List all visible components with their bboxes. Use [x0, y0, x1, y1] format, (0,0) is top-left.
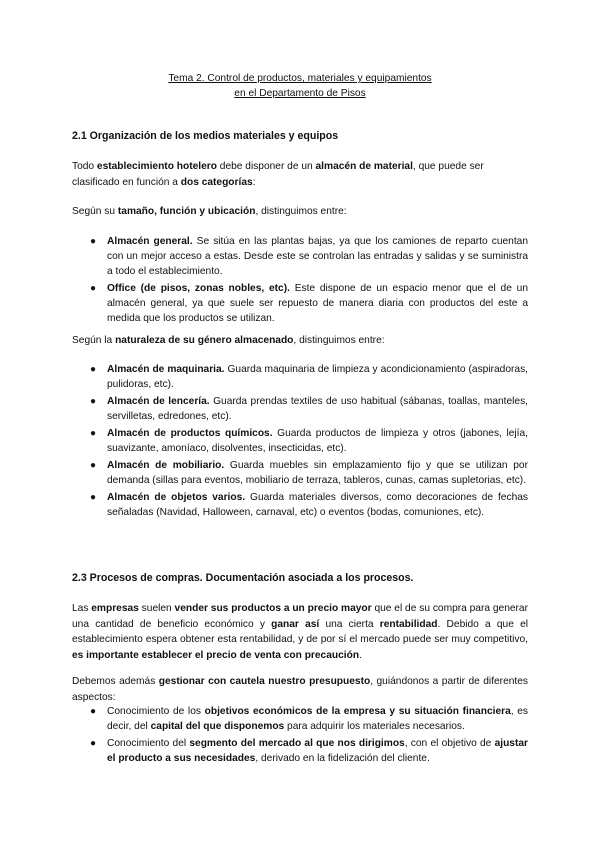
list-item: ● Almacén de productos químicos. Guarda productos de limpieza y otros (jabones, lejía, suavizante, amoníaco, disolventes, insecticidas, etc).	[90, 428, 529, 454]
list-item: ● Almacén de maquinaria. Guarda maquinaria de limpieza y acondicionamiento (aspiradoras, pulidoras, etc).	[90, 364, 528, 390]
page-title	[0, 71, 600, 101]
bullet-icon: ●	[90, 492, 97, 503]
section-2-1-heading: 2.1 Organización de los medios materiales y equipos	[72, 130, 339, 142]
bullet-icon: ●	[90, 396, 97, 407]
bullet-icon: ●	[90, 364, 97, 375]
naturaleza-list	[72, 362, 528, 522]
bullet-icon: ●	[90, 706, 97, 717]
list-item: ● Almacén de objetos varios. Guarda materiales diversos, como decoraciones de fechas señaladas (Navidad, Halloween, carnaval, etc) o eventos (bodas, comuniones, etc).	[90, 492, 528, 518]
list-item: ● Conocimiento de los objetivos económicos de la empresa y su situación financiera, es decir, del capital del que disponemos para adquirir los materiales necesarios.	[90, 706, 528, 732]
intro-paragraph: Todo establecimiento hotelero debe disponer de un almacén de material, que puede ser clasificado en función a dos categorías:	[72, 161, 484, 188]
list-item: ● Office (de pisos, zonas nobles, etc). Este dispone de un espacio menor que el de un almacén general, ya que suele ser repuesto de manera diaria con productos del este a medida que los productos se utilizan.	[90, 283, 528, 324]
compras-list	[72, 704, 528, 768]
list-item: ● Almacén general. Se sitúa en las plantas bajas, ya que los camiones de reparto cuentan con un mejor acceso a estas. Desde este se controlan las entradas y salidas y se suministra a todo el establecimiento.	[90, 236, 528, 277]
list-item: ● Conocimiento del segmento del mercado al que nos dirigimos, con el objetivo de ajustar el producto a sus necesidades, derivado en la fidelización del cliente.	[90, 738, 528, 764]
bullet-icon: ●	[90, 236, 97, 247]
tamano-intro: Según su tamaño, función y ubicación, distinguimos entre:	[72, 206, 347, 217]
list-item: ● Almacén de mobiliario. Guarda muebles sin emplazamiento fijo y que se utilizan por demanda (sillas para eventos, mobiliario de terraza, tableros, cunas, camas supletorias, etc).	[90, 460, 528, 486]
tamano-list	[72, 234, 528, 328]
compras-paragraph-1: Las empresas suelen vender sus productos a un precio mayor que el de su compra para generar una cantidad de beneficio económico y ganar así una cierta rentabilidad. Debido a que el establecimiento espera obtener esta rentabilidad, y de por sí el mercado puede ser muy competitivo, es importante establecer el precio de venta con precaución.	[72, 603, 528, 661]
title-line-1: Tema 2. Control de productos, materiales y equipamientos	[168, 73, 432, 84]
naturaleza-intro: Según la naturaleza de su género almacenado, distinguimos entre:	[72, 335, 385, 346]
bullet-icon: ●	[90, 283, 97, 294]
compras-paragraph-2: Debemos además gestionar con cautela nuestro presupuesto, guiándonos a partir de diferentes aspectos:	[72, 676, 528, 703]
title-line-2: en el Departamento de Pisos	[234, 88, 366, 99]
list-item: ● Almacén de lencería. Guarda prendas textiles de uso habitual (sábanas, toallas, manteles, servilletas, edredones, etc).	[90, 396, 528, 422]
bullet-icon: ●	[90, 738, 97, 749]
section-2-3-heading: 2.3 Procesos de compras. Documentación asociada a los procesos.	[72, 572, 414, 584]
bullet-icon: ●	[90, 428, 97, 439]
bullet-icon: ●	[90, 460, 97, 471]
